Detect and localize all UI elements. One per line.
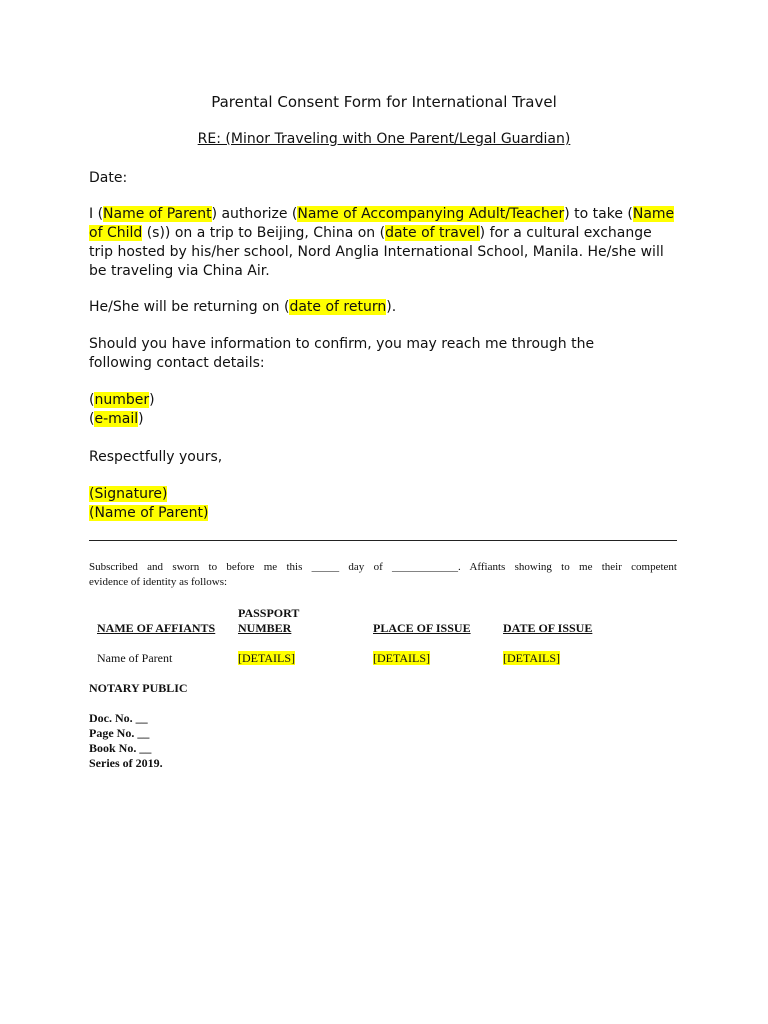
closing-line: Respectfully yours, xyxy=(89,449,223,465)
sworn-statement-line1: Subscribed and sworn to before me this _____ day of ____________. Affiants showing to me their competent xyxy=(89,561,677,573)
re-line: RE: (Minor Traveling with One Parent/Legal Guardian) xyxy=(197,131,571,147)
placeholder-details: [DETAILS] xyxy=(503,651,561,665)
header-date-of-issue: DATE OF ISSUE xyxy=(503,621,593,635)
divider xyxy=(89,540,677,541)
cell-place xyxy=(373,651,430,666)
date-label: Date: xyxy=(89,170,128,186)
text-run: I ( xyxy=(89,206,104,222)
text-run: ). xyxy=(386,299,397,315)
signer-name-line xyxy=(89,504,679,523)
text-run: ( xyxy=(89,411,95,427)
placeholder-date-of-return: date of return xyxy=(289,299,387,315)
page-no: Page No. __ xyxy=(89,726,150,740)
header-place-of-issue: PLACE OF ISSUE xyxy=(373,621,471,635)
text-run: He/She will be returning on ( xyxy=(89,299,290,315)
text-run: ) xyxy=(149,392,155,408)
doc-no: Doc. No. __ xyxy=(89,711,148,725)
header-passport-number: NUMBER xyxy=(238,621,292,635)
placeholder-accompanying-adult: Name of Accompanying Adult/Teacher xyxy=(297,206,565,222)
placeholder-signer-name: (Name of Parent) xyxy=(89,505,209,521)
contact-number-line xyxy=(89,391,679,410)
cell-passport xyxy=(238,651,295,666)
document-title: Parental Consent Form for International Travel xyxy=(211,93,557,111)
placeholder-date-of-travel: date of travel xyxy=(385,225,480,241)
contact-email-line xyxy=(89,410,679,429)
text-run: ) authorize ( xyxy=(211,206,298,222)
text-run: ) xyxy=(138,411,144,427)
book-no: Book No. __ xyxy=(89,741,152,755)
placeholder-email: e-mail xyxy=(94,411,139,427)
header-name-of-affiants: NAME OF AFFIANTS xyxy=(97,621,216,635)
placeholder-parent-name: Name of Parent xyxy=(103,206,212,222)
placeholder-signature: (Signature) xyxy=(89,486,168,502)
placeholder-details: [DETAILS] xyxy=(238,651,296,665)
text-run: (s)) on a trip to Beijing, China on ( xyxy=(142,225,386,241)
contact-paragraph: Should you have information to confirm, you may reach me through the following contact details: xyxy=(89,336,595,371)
placeholder-child-name: Name of Child xyxy=(89,206,675,241)
cell-affiant-name: Name of Parent xyxy=(97,651,173,665)
notary-public-heading: NOTARY PUBLIC xyxy=(89,681,188,695)
text-run: ) to take ( xyxy=(564,206,633,222)
placeholder-number: number xyxy=(94,392,150,408)
signature-line xyxy=(89,485,679,504)
cell-date xyxy=(503,651,560,666)
header-passport-line1: PASSPORT xyxy=(238,606,300,620)
placeholder-details: [DETAILS] xyxy=(373,651,431,665)
sworn-statement-line2: evidence of identity as follows: xyxy=(89,576,228,588)
return-paragraph xyxy=(89,298,679,317)
text-run: ) for a cultural exchange trip hosted by his/her school, Nord Anglia International School, Manila. He/she will be traveling via China Air. xyxy=(89,225,664,279)
text-run: ( xyxy=(89,392,95,408)
series-line: Series of 2019. xyxy=(89,756,163,770)
authorization-paragraph xyxy=(89,205,679,281)
